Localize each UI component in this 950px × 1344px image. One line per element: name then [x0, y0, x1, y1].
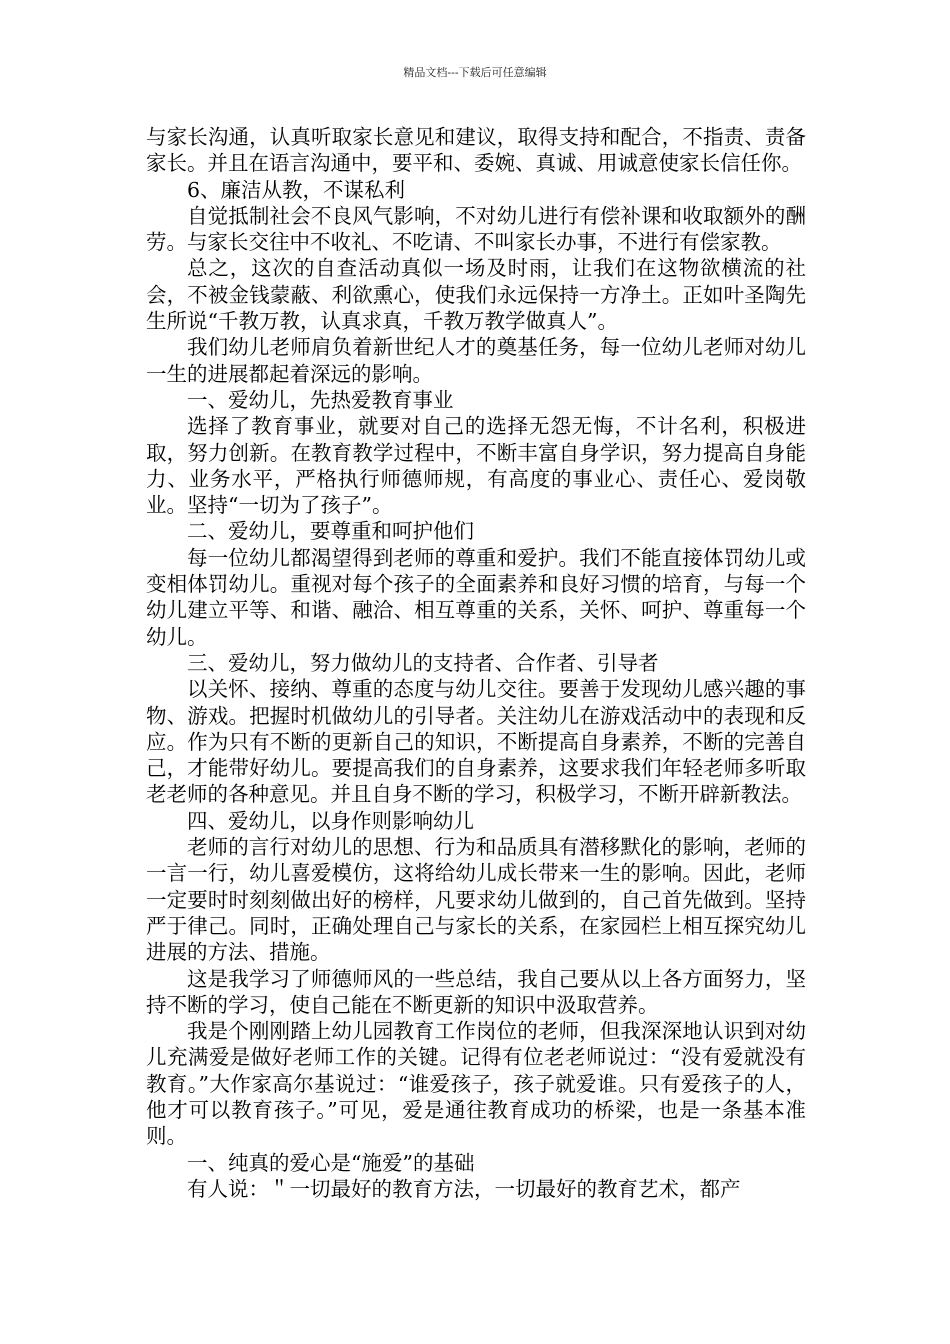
page-header: 精品文档---下载后可任意编辑	[403, 66, 547, 79]
section-heading: 二、爱幼儿，要尊重和呵护他们	[187, 519, 474, 544]
paragraph: 每一位幼儿都渴望得到老师的尊重和爱护。我们不能直接体罚幼儿或变相体罚幼儿。重视对每个孩子的全面素养和良好习惯的培育，与每一个幼儿建立平等、和谐、融洽、相互尊重的关系，关怀、呵护、尊重每一个幼儿。	[146, 545, 806, 649]
section-heading: 四、爱幼儿，以身作则影响幼儿	[187, 808, 474, 833]
paragraph: 总之，这次的自查活动真似一场及时雨，让我们在这物欲横流的社会，不被金钱蒙蔽、利欲熏心，使我们永远保持一方净土。正如叶圣陶先生所说“千教万教，认真求真，千教万教学做真人”。	[146, 256, 806, 334]
paragraph: 我是个刚刚踏上幼儿园教育工作岗位的老师，但我深深地认识到对幼儿充满爱是做好老师工作的关键。记得有位老老师说过：“没有爱就没有教育。”大作家高尔基说过：“谁爱孩子，孩子就爱谁。只有爱孩子的人，他才可以教育孩子。”可见，爱是通往教育成功的桥梁，也是一条基本准则。	[146, 1019, 806, 1149]
paragraph: 我们幼儿老师肩负着新世纪人才的奠基任务，每一位幼儿老师对幼儿一生的进展都起着深远的影响。	[146, 335, 806, 386]
paragraph: 自觉抵制社会不良风气影响，不对幼儿进行有偿补课和收取额外的酬劳。与家长交往中不收礼、不吃请、不叫家长办事，不进行有偿家教。	[146, 203, 806, 255]
paragraph: 与家长沟通，认真听取家长意见和建议，取得支持和配合，不指责、责备家长。并且在语言沟通中，要平和、委婉、真诚、用诚意使家长信任你。	[146, 125, 806, 176]
paragraph: 这是我学习了师德师风的一些总结，我自己要从以上各方面努力，坚持不断的学习，使自己能在不断更新的知识中汲取营养。	[146, 966, 806, 1017]
paragraph: 有人说：＂一切最好的教育方法，一切最好的教育艺术，都产	[187, 1176, 741, 1201]
section-heading: 一、爱幼儿，先热爱教育事业	[187, 387, 454, 412]
section-heading: 三、爱幼儿，努力做幼儿的支持者、合作者、引导者	[187, 650, 659, 675]
paragraph: 老师的言行对幼儿的思想、行为和品质具有潜移默化的影响，老师的一言一行，幼儿喜爱模仿，这将给幼儿成长带来一生的影响。因此，老师一定要时时刻刻做出好的榜样，凡要求幼儿做到的，自己首先做到。坚持严于律己。同时，正确处理自己与家长的关系，在家园栏上相互探究幼儿进展的方法、措施。	[146, 835, 806, 965]
paragraph: 以关怀、接纳、尊重的态度与幼儿交往。要善于发现幼儿感兴趣的事物、游戏。把握时机做幼儿的引导者。关注幼儿在游戏活动中的表现和反应。作为只有不断的更新自己的知识，不断提高自身素养，不断的完善自己，才能带好幼儿。要提高我们的自身素养，这要求我们年轻老师多听取老老师的各种意见。并且自身不断的学习，积极学习，不断开辟新教法。	[146, 677, 806, 807]
document-body	[146, 124, 806, 1202]
paragraph: 选择了教育事业，就要对自己的选择无怨无悔，不计名利，积极进取，努力创新。在教育教学过程中，不断丰富自身学识，努力提高自身能力、业务水平，严格执行师德师规，有高度的事业心、责任心、爱岗敬业。坚持“一切为了孩子”。	[146, 414, 806, 518]
section-heading: 一、纯真的爱心是“施爱”的基础	[187, 1150, 475, 1175]
section-heading: 6、廉洁从教，不谋私利	[187, 177, 406, 202]
